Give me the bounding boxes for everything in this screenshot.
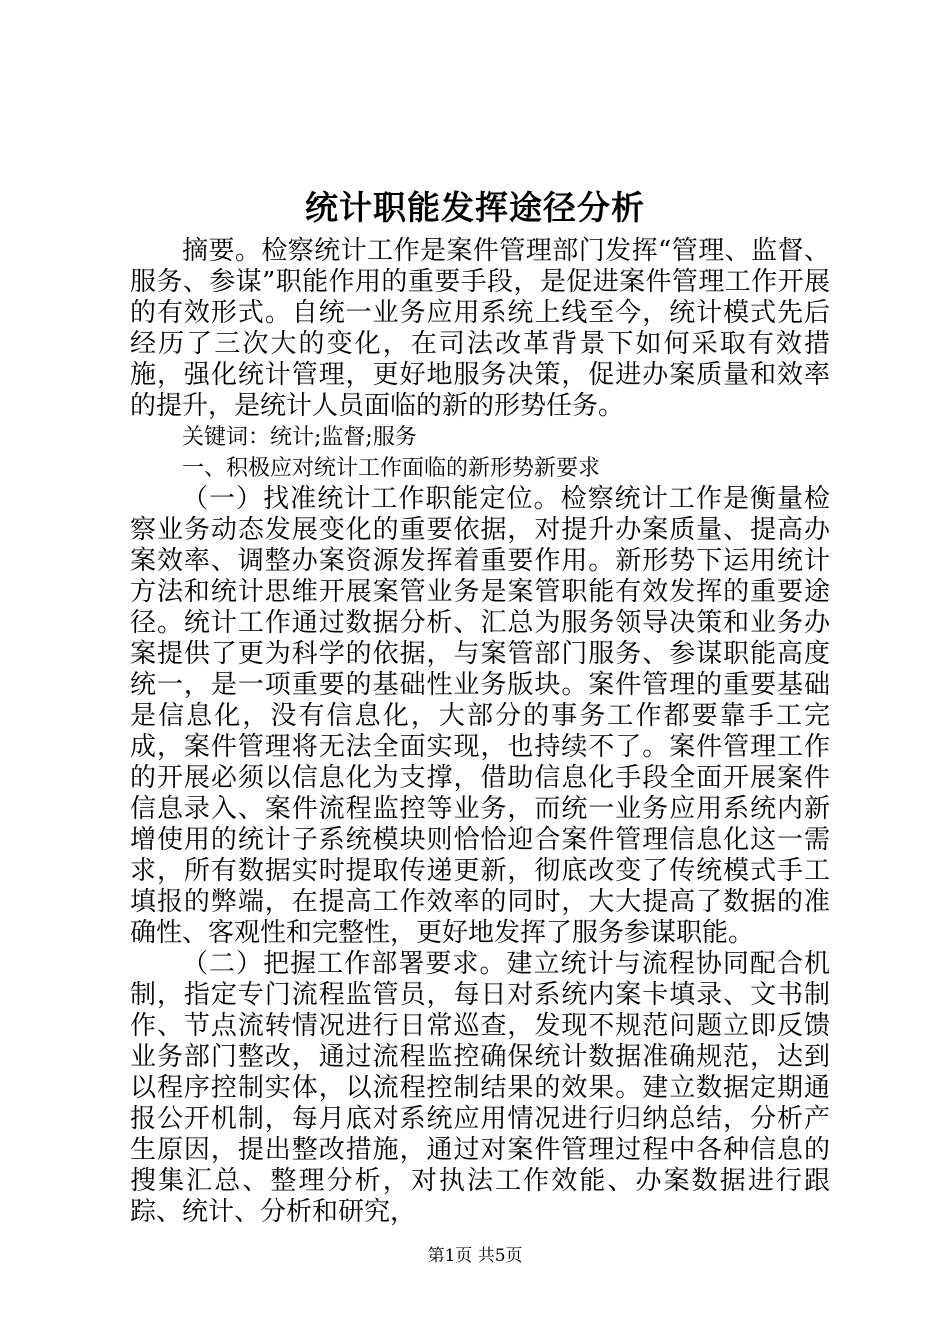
body-paragraph-1: （一）找准统计工作职能定位。检察统计工作是衡量检察业务动态发展变化的重要依据，对提升办案质量、提高办案效率、调整办案资源发挥着重要作用。新形势下运用统计方法和统计思维开展案管业务是案管职能有效发挥的重要途径。统计工作通过数据分析、汇总为服务领导决策和业务办案提供了更为科学的依据，与案管部门服务、参谋职能高度统一，是一项重要的基础性业务版块。案件管理的重要基础是信息化，没有信息化，大部分的事务工作都要靠手工完成，案件管理将无法全面实现，也持续不了。案件管理工作的开展必须以信息化为支撑，借助信息化手段全面开展案件信息录入、案件流程监控等业务，而统一业务应用系统内新增使用的统计子系统模块则恰恰迎合案件管理信息化这一需求，所有数据实时提取传递更新，彻底改变了传统模式手工填报的弊端，在提高工作效率的同时，大大提高了数据的准确性、客观性和完整性，更好地发挥了服务参谋职能。 — [130, 484, 830, 948]
document-body — [130, 236, 830, 1228]
keywords-line: 关键词：统计;监督;服务 — [182, 425, 417, 450]
body-paragraph-2: （二）把握工作部署要求。建立统计与流程协同配合机制，指定专门流程监管员，每日对系统内案卡填录、文书制作、节点流转情况进行日常巡查，发现不规范问题立即反馈业务部门整改，通过流程监控确保统计数据准确规范，达到以程序控制实体，以流程控制结果的效果。建立数据定期通报公开机制，每月底对系统应用情况进行归纳总结，分析产生原因，提出整改措施，通过对案件管理过程中各种信息的搜集汇总、整理分析，对执法工作效能、办案数据进行跟踪、统计、分析和研究， — [130, 949, 830, 1227]
document-title: 统计职能发挥途径分析 — [305, 188, 645, 227]
abstract-paragraph: 摘要。检察统计工作是案件管理部门发挥“管理、监督、服务、参谋”职能作用的重要手段，是促进案件管理工作开展的有效形式。自统一业务应用系统上线至今，统计模式先后经历了三次大的变化，在司法改革背景下如何采取有效措施，强化统计管理，更好地服务决策，促进办案质量和效率的提升，是统计人员面临的新的形势任务。 — [130, 236, 830, 421]
page-footer: 第1页 共5页 — [427, 1246, 523, 1266]
section-heading: 一、积极应对统计工作面临的新形势新要求 — [182, 456, 601, 481]
